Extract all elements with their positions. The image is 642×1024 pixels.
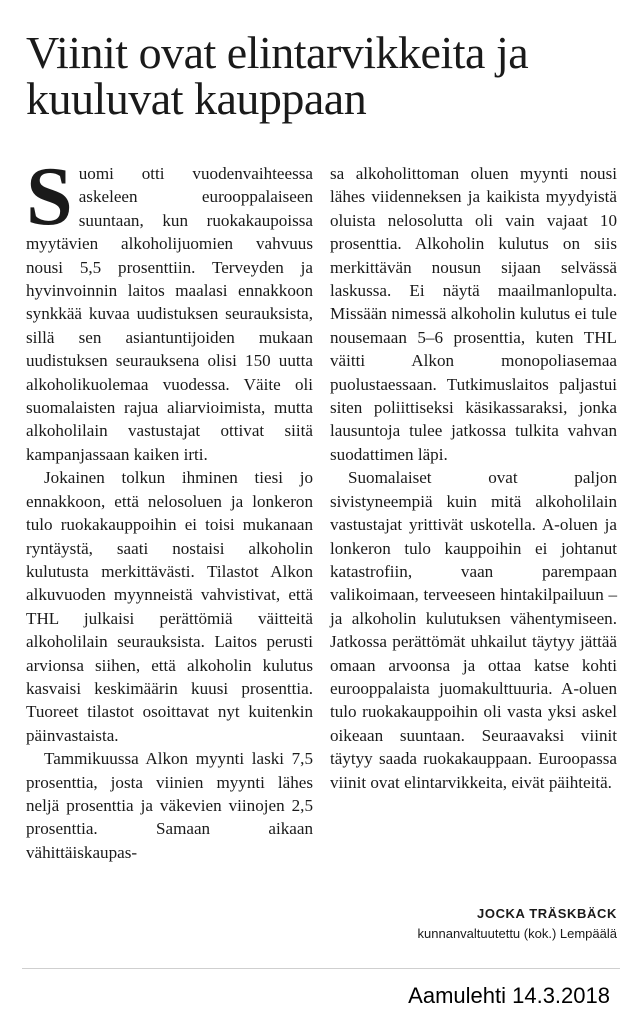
article-column-right <box>330 162 617 794</box>
drop-cap: S <box>26 150 73 243</box>
article-paragraph <box>26 150 313 466</box>
article-paragraph: sa alkoholittoman oluen myynti nousi lähes viidenneksen ja kaikista myydyistä oluista nelosolutta oli vain vajaat 10 prosenttia. Alkoholin kulutus on siis merkittävän nousun sijaan selvässä laskussa. Ei näytä maailmanlopulta. Missään nimessä alkoholin kulutus ei tule nousemaan 5–6 prosenttia, kuten THL väitti Alkon monopoliasemaa puolustaessaan. Tutkimuslaitos paljastui siten poliittiseksi käsikassaraksi, jonka lausuntoja tulee jatkossa tulkita vahvan suodattimen läpi. <box>330 164 617 464</box>
author-name: JOCKA TRÄSKBÄCK <box>477 906 617 921</box>
author-signature <box>330 904 617 944</box>
article-paragraph: Tammikuussa Alkon myynti laski 7,5 prosenttia, josta viinien myynti lähes neljä prosenttia ja väkevien viinojen 2,5 prosenttia. Samaan aikaan vähittäiskaupas- <box>26 749 313 862</box>
article-column-left <box>26 150 313 864</box>
article-headline: Viinit ovat elintarvikkeita ja kuuluvat kauppaan <box>26 27 529 124</box>
article-paragraph: Suomalaiset ovat paljon sivistyneempiä kuin mitä alkoholilain vastustajat yrittivät uskotella. A-oluen ja lonkeron tulo kauppoihin ei johtanut katastrofiin, vaan parempaan valikoimaan, terveeseen hintakilpailuun – ja alkoholin kulutuksen vähentymiseen. Jatkossa perättömät uhkailut täytyy jättää omaan arvoonsa ja ottaa katse kohti eurooppalaista juomakulttuuria. A-oluen tulo ruokakauppoihin oli vasta yksi askel oikeaan suuntaan. Seuraavaksi viinit täytyy saada ruokakauppaan. Euroopassa viinit ovat elintarvikkeita, eivät päihteitä. <box>330 468 617 792</box>
article-paragraph: Jokainen tolkun ihminen tiesi jo ennakkoon, että nelosoluen ja lonkeron tulo ruokakauppoihin ei toisi mukanaan ryntäystä, saati nostaisi alkoholin kulutusta merkittävästi. Tilastot Alkon alkuvuoden myynneistä vahvistivat, että THL julkaisi perättömiä väitteitä alkoholilain seurauksista. Laitos perusti arvionsa siihen, että alkoholin kulutus kasvaisi keskimäärin kuusi prosenttia. Tuoreet tilastot osoittavat nyt kuitenkin päinvastaista. <box>26 468 313 745</box>
author-title: kunnanvaltuutettu (kok.) Lempäälä <box>417 926 617 941</box>
divider <box>22 968 620 969</box>
source-label: Aamulehti 14.3.2018 <box>408 983 610 1008</box>
paragraph-text: uomi otti vuodenvaihteessa askeleen eurooppalaiseen suuntaan, kun ruokakaupoissa myytävien alkoholijuomien vahvuus nousi 5,5 prosenttiin. Terveyden ja hyvinvoinnin laitos maalasi ennakkoon synkkää kuvaa uudistuksen seurauksista, sillä sen asiantuntijoiden mukaan uudistuksen seurauksena olisi 150 uutta alkoholikuolemaa vuodessa. Väite oli suomalaisten rajua aliarvioimista, mutta alkoholilain vastustajat ottivat siitä kampanjassaan kaiken irti. <box>26 164 313 464</box>
